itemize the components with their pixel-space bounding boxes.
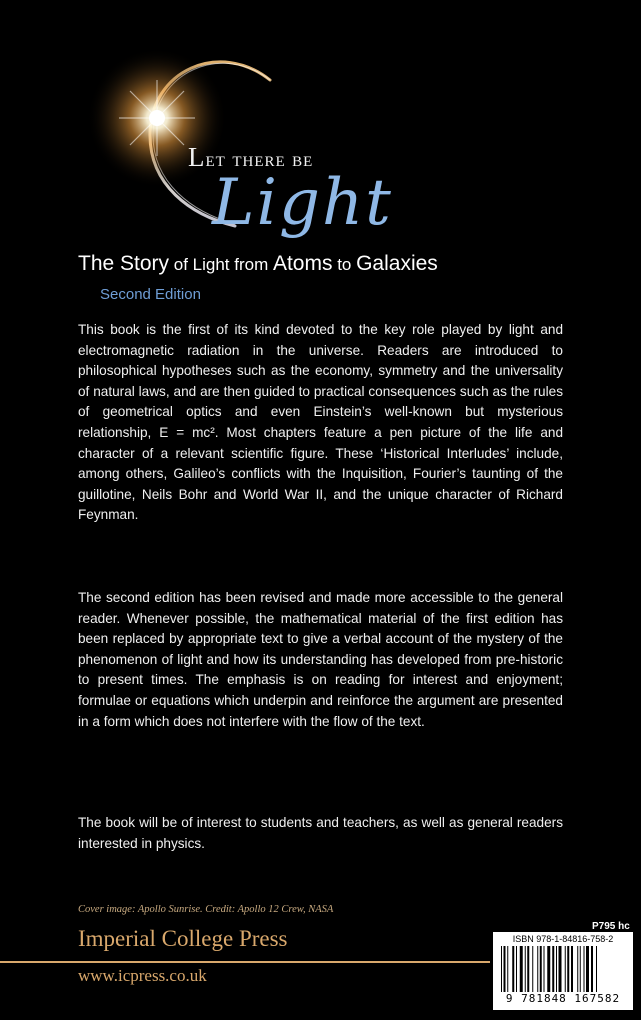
barcode-bar [552,946,554,996]
barcode-bar [565,946,566,996]
title-let-there-be: Let there be [188,142,314,172]
barcode-bars [501,946,625,996]
price-code: P795 hc [592,921,630,932]
barcode-bar [520,946,523,996]
barcode-bar [584,946,585,996]
barcode-bar [556,946,557,996]
description-paragraph-2: The second edition has been revised and made more accessible to the general reader. Whenever possible, the mathematical material of the first edition has been replaced by appropriate text to give a verbal account of the mystery of the phenomenon of light and how its understanding has developed from pre-historic to present times. The emphasis is on reading for interest and enjoyment; formulae or equations which underpin and reinforce the argument are presented in a form which does not interfere with the flow of the text. [78,590,563,729]
barcode-bar [527,946,529,996]
barcode-bar [532,946,533,996]
barcode-bar [577,946,578,996]
cover-image-credit: Cover image: Apollo Sunrise. Credit: Apollo 12 Crew, NASA [78,904,334,915]
book-subtitle: The Story of Light from Atoms to Galaxies [78,252,438,275]
barcode-bar [540,946,542,996]
barcode-bar [544,946,545,996]
barcode-bar [580,946,581,996]
publisher-website: www.icpress.co.uk [78,966,207,985]
barcode-bar [559,946,562,996]
barcode-bar [525,946,526,996]
publisher-name: Imperial College Press [78,926,288,951]
description-paragraph-3: The book will be of interest to students and teachers, as well as general readers interested in physics. [78,815,563,851]
barcode-bar [537,946,538,996]
barcode-bar [501,946,502,996]
isbn-barcode [493,932,633,1010]
barcode-bar [567,946,569,996]
barcode-bar [571,946,573,996]
title-light: Light [212,166,393,240]
description-paragraph-1: This book is the first of its kind devoted to the key role played by light and electromagnetic radiation in the universe. Readers are introduced to philosophical hypotheses such as the economy, symmetry and the universality of natural laws, and are then guided to practical consequences such as the rules of geometrical optics and even Einstein’s well-known but mysterious relationship, E = mc². Most chapters feature a pen picture of the life and character of a relevant scientific figure. These ‘Historical Interludes’ include, among others, Galileo’s conflicts with the Inquisition, Fourier’s taunting of the guillotine, Neils Bohr and World War II, and the unique character of Richard Feynman. [78,322,563,523]
barcode-bar [596,946,597,996]
footer-divider [0,961,490,963]
barcode-bar [512,946,514,996]
isbn-number: ISBN 978-1-84816-758-2 [512,934,614,944]
edition-label: Second Edition [100,286,201,303]
barcode-bar [586,946,589,996]
barcode-digits: 9 781848 167582 [493,992,633,1005]
barcode-bar [547,946,550,996]
barcode-bar [516,946,517,996]
barcode-bar [507,946,508,996]
barcode-bar [591,946,593,996]
barcode-bar [504,946,506,996]
